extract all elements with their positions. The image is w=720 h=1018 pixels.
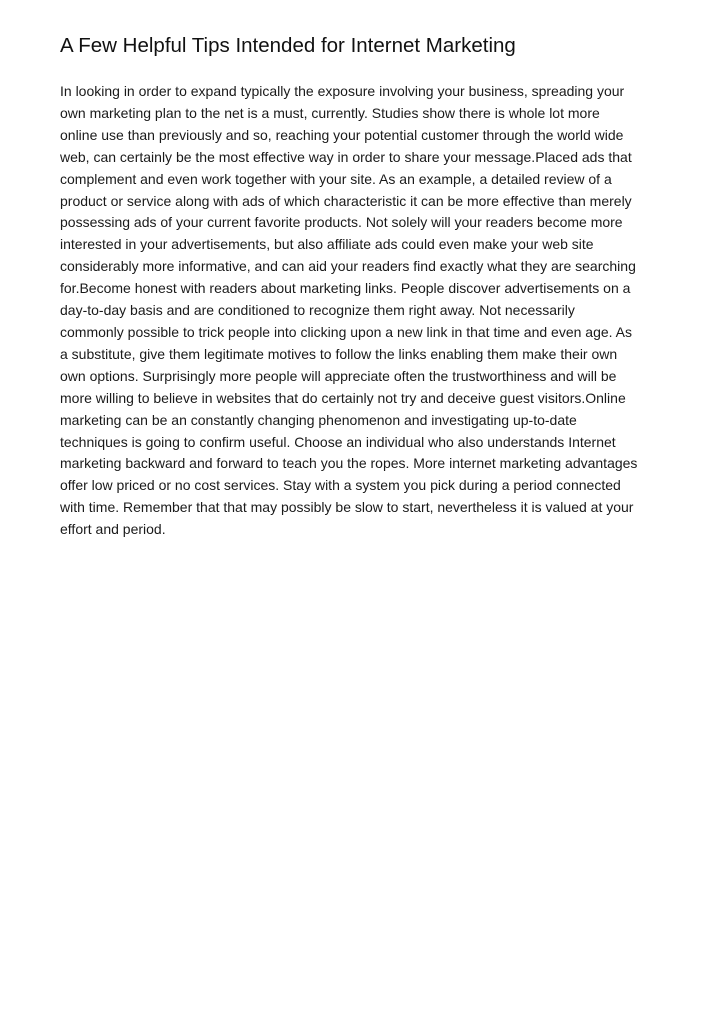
body-line: possessing ads of your current favorite products. Not solely will your readers become more [60, 214, 623, 231]
body-line: a substitute, give them legitimate motives to follow the links enabling them make their own [60, 345, 618, 362]
body-line: offer low priced or no cost services. Stay with a system you pick during a period connected [60, 477, 621, 494]
body-line: complement and even work together with your site. As an example, a detailed review of a [60, 170, 612, 187]
body-line: marketing can be an constantly changing phenomenon and investigating up-to-date [60, 411, 577, 428]
document-title: A Few Helpful Tips Intended for Internet Marketing [60, 34, 516, 57]
body-line: more willing to believe in websites that do certainly not try and deceive guest visitors.Online [60, 389, 626, 406]
body-line: online use than previously and so, reaching your potential customer through the world wide [60, 126, 624, 143]
body-line: commonly possible to trick people into clicking upon a new link in that time and even age. As [60, 323, 632, 340]
body-line: effort and period. [60, 521, 166, 538]
body-line: day-to-day basis and are conditioned to recognize them right away. Not necessarily [60, 302, 575, 319]
body-line: techniques is going to confirm useful. Choose an individual who also understands Internet [60, 433, 616, 450]
body-line: with time. Remember that that may possibly be slow to start, nevertheless it is valued at your [60, 499, 634, 516]
body-line: interested in your advertisements, but also affiliate ads could even make your web site [60, 236, 594, 253]
body-line: for.Become honest with readers about marketing links. People discover advertisements on a [60, 280, 631, 297]
body-line: product or service along with ads of which characteristic it can be more effective than merely [60, 192, 632, 209]
body-line: own options. Surprisingly more people will appreciate often the trustworthiness and will be [60, 367, 617, 384]
body-line: In looking in order to expand typically the exposure involving your business, spreading your [60, 83, 625, 99]
body-line: own marketing plan to the net is a must, currently. Studies show there is whole lot more [60, 104, 600, 121]
body-line: marketing backward and forward to teach you the ropes. More internet marketing advantages [60, 455, 638, 472]
body-line: web, can certainly be the most effective way in order to share your message.Placed ads that [60, 148, 632, 165]
body-paragraph [60, 81, 660, 541]
body-line: considerably more informative, and can aid your readers find exactly what they are searching [60, 258, 636, 275]
